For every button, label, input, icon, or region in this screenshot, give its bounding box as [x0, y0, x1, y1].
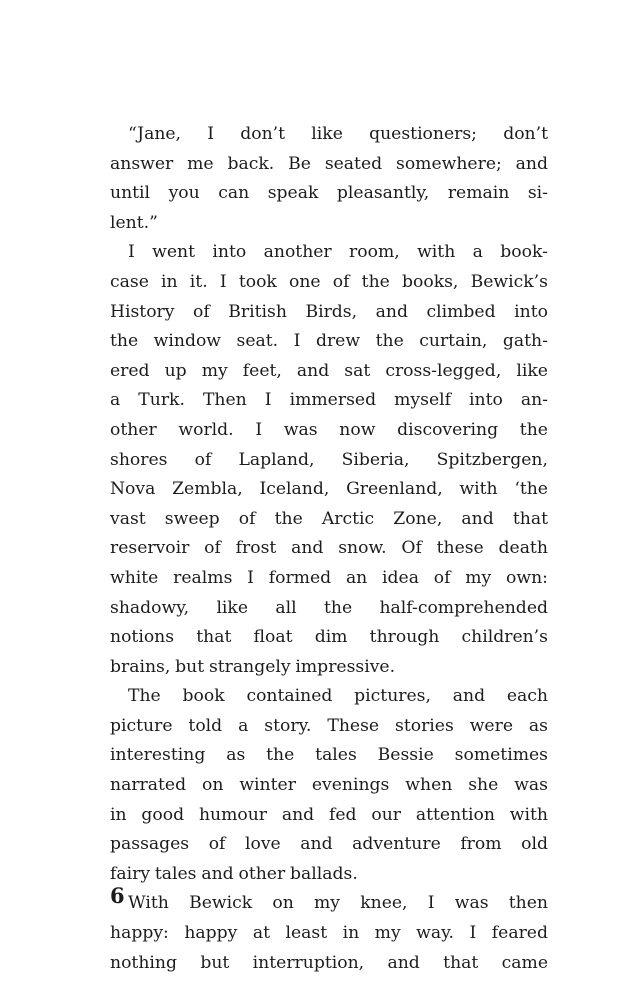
text-line: answer me back. Be seated somewhere; and — [110, 153, 548, 174]
text-line: I went into another room, with a book- — [128, 242, 548, 263]
text-line: shores of Lapland, Siberia, Spitzbergen, — [110, 449, 548, 470]
text-line: in good humour and fed our attention with — [110, 804, 548, 825]
text-line: narrated on winter evenings when she was — [110, 775, 548, 796]
text-line: ered up my feet, and sat cross-legged, like — [110, 360, 548, 381]
text-line: “Jane, I don’t like questioners; don’t — [128, 124, 548, 144]
text-line: case in it. I took one of the books, Bewick’s — [110, 271, 548, 292]
body-text — [110, 120, 548, 978]
text-line: reservoir of frost and snow. Of these death — [110, 538, 548, 559]
text-line: the window seat. I drew the curtain, gath- — [110, 331, 548, 352]
text-line: fairy tales and other ballads. — [110, 863, 358, 884]
text-line: until you can speak pleasantly, remain si- — [110, 183, 548, 204]
text-line: passages of love and adventure from old — [110, 834, 548, 855]
text-line: The book contained pictures, and each — [128, 686, 548, 707]
text-line: other world. I was now discovering the — [110, 419, 548, 440]
text-line: notions that float dim through children’s — [110, 627, 548, 648]
page-number: 6 — [110, 883, 125, 908]
text-line: picture told a story. These stories were as — [110, 715, 548, 736]
text-line: brains, but strangely impressive. — [110, 656, 396, 677]
text-line: lent.” — [110, 212, 158, 233]
text-line: With Bewick on my knee, I was then — [128, 893, 548, 914]
text-line: interesting as the tales Bessie sometimes — [110, 745, 548, 766]
text-line: a Turk. Then I immersed myself into an- — [110, 390, 548, 411]
text-line: History of British Birds, and climbed into — [110, 301, 548, 322]
text-line: shadowy, like all the half-comprehended — [110, 597, 548, 618]
text-line: vast sweep of the Arctic Zone, and that — [110, 508, 548, 529]
text-line: nothing but interruption, and that came — [110, 952, 548, 973]
text-line: happy: happy at least in my way. I feared — [110, 923, 548, 944]
text-line: white realms I formed an idea of my own: — [110, 567, 548, 588]
text-line: Nova Zembla, Iceland, Greenland, with ‘the — [110, 479, 548, 500]
